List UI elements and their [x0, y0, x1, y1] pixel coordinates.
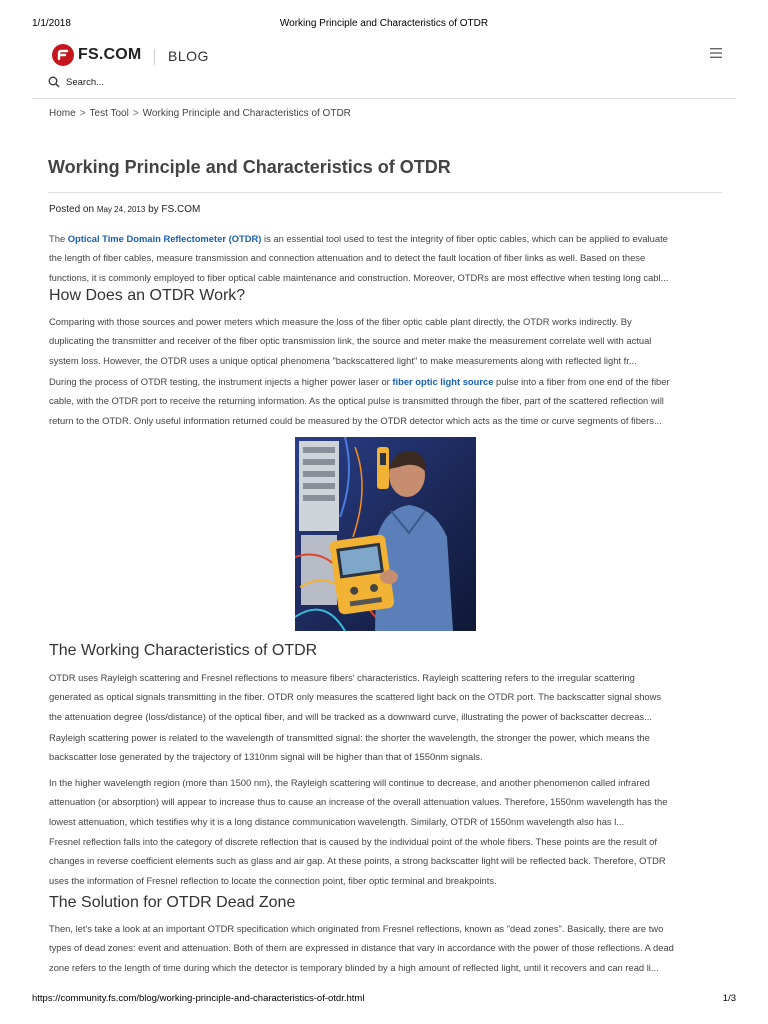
site-header — [52, 44, 728, 70]
paragraph-line: Rayleigh scattering power is related to the wavelength of transmitted signal: the shorter the wavelength, the stronger the power, which means the — [49, 732, 650, 743]
paragraph-how-1 — [49, 312, 721, 370]
posted-date: May 24, 2013 — [96, 205, 146, 214]
paragraph-line: system loss. However, the OTDR uses a unique optical phenomena "backscattered light" to make measurements along with reflected light fr... — [49, 354, 637, 366]
fiber-light-source-link[interactable]: fiber optic light source — [392, 376, 494, 387]
intro-text: The — [49, 233, 68, 244]
fs-logo-icon — [52, 44, 74, 66]
paragraph-characteristics-1 — [49, 668, 721, 726]
breadcrumb-home[interactable]: Home — [49, 108, 76, 119]
breadcrumb-separator: > — [79, 108, 86, 119]
paragraph-characteristics-3 — [49, 773, 721, 831]
intro-line: functions, it is commonly employed to fiber optical cable maintenance and construction. Moreover, OTDRs are most effective when testing long cabl... — [49, 271, 669, 283]
posted-prefix: Posted on — [49, 204, 95, 215]
paragraph-text: pulse into a fiber from one end of the fiber — [493, 376, 670, 387]
paragraph-line: types of dead zones: event and attenuation. Both of them are expressed in distance that vary in accordance with the power of those reflections. A dead — [49, 942, 674, 954]
paragraph-line: lowest attenuation, which testifies why it is a long distance communication wavelength. Similarly, OTDR of 1550nm wavelength also has l... — [49, 815, 625, 827]
page-title: Working Principle and Characteristics of OTDR — [48, 157, 451, 177]
paragraph-line: return to the OTDR. Only useful information returned could be measured by the OTDR detector which acts as the time or curve segments of fibers... — [49, 414, 662, 426]
print-title: Working Principle and Characteristics of OTDR — [279, 18, 489, 29]
breadcrumb-current: Working Principle and Characteristics of OTDR — [142, 108, 351, 119]
paragraph-line: In the higher wavelength region (more than 1500 nm), the Rayleigh scattering will continue to decrease, and another phenomenon called infrared — [49, 777, 650, 788]
logo-text: FS.COM — [78, 46, 142, 63]
paragraph-line: changes in reverse coefficient elements such as glass and air gap. At these points, a strong backscatter light will be reflected back. Therefore, OTDR — [49, 855, 666, 867]
paragraph-line: cable, with the OTDR port to receive the returning information. As the optical pulse is transmitted through the fiber, part of the scattered reflection will — [49, 395, 664, 407]
blog-section-link[interactable]: BLOG — [168, 48, 209, 64]
paragraph-dead-zone — [49, 919, 721, 977]
paragraph-line: backscatter lose generated by the trajectory of 1310nm signal will be higher than that of 1550nm signals. — [49, 751, 483, 763]
hamburger-menu-icon[interactable] — [710, 46, 722, 58]
paragraph-text: During the process of OTDR testing, the instrument injects a higher power laser or — [49, 376, 393, 387]
paragraph-line: zone refers to the length of time during which the detector is temporary blinded by a high amount of reflected light, until it recovers and can read li... — [49, 961, 659, 973]
header-divider — [32, 98, 736, 99]
paragraph-line: Comparing with those sources and power meters which measure the loss of the fiber optic cable plant directly, the OTDR works indirectly. By — [49, 316, 632, 327]
title-divider — [48, 192, 722, 193]
otdr-link[interactable]: Optical Time Domain Reflectometer (OTDR) — [67, 233, 262, 244]
search-placeholder: Search... — [66, 76, 105, 88]
breadcrumb-test-tool[interactable]: Test Tool — [89, 108, 129, 119]
logo-divider — [154, 49, 155, 65]
search-icon — [48, 76, 60, 88]
print-date: 1/1/2018 — [32, 18, 71, 29]
intro-text: is an essential tool used to test the integrity of fiber optic cables, which can be applied to evaluate — [261, 233, 668, 244]
posted-by: by FS.COM — [148, 204, 201, 215]
search-input[interactable] — [48, 76, 104, 88]
post-meta — [49, 204, 200, 215]
intro-line: the length of fiber cables, measure transmission and connection attenuation and to detect the fault location of fiber links as well. Based on these — [49, 252, 646, 264]
intro-paragraph — [49, 229, 721, 287]
print-url: https://community.fs.com/blog/working-principle-and-characteristics-of-otdr.html — [32, 993, 365, 1004]
section-heading-working-characteristics: The Working Characteristics of OTDR — [49, 642, 318, 659]
section-heading-dead-zone: The Solution for OTDR Dead Zone — [49, 894, 296, 911]
section-heading-how-otdr-works: How Does an OTDR Work? — [49, 287, 246, 304]
paragraph-line: the attenuation degree (loss/distance) of the optical fiber, and will be tracked as a downward curve, illustrating the power of backscatter decreas... — [49, 710, 652, 722]
paragraph-line: generated as optical signals transmitting in the fiber. OTDR only measures the scattered light back on the OTDR port. The backscatter signal shows — [49, 691, 662, 703]
paragraph-characteristics-4 — [49, 832, 721, 890]
fs-logo[interactable] — [52, 44, 141, 66]
print-page-number: 1/3 — [722, 993, 736, 1004]
breadcrumb-separator: > — [132, 108, 139, 119]
paragraph-line: OTDR uses Rayleigh scattering and Fresnel reflections to measure fibers' characteristics. Rayleigh scattering refers to the irregular scattering — [49, 672, 635, 683]
otdr-technician-photo — [295, 437, 476, 631]
paragraph-line: Then, let's take a look at an important OTDR specification which originated from Fresnel reflections, known as "dead zones". Basically, there are two — [49, 923, 664, 934]
paragraph-how-2 — [49, 372, 721, 430]
paragraph-line: uses the information of Fresnel reflection to locate the connection point, fiber optic terminal and breakpoints. — [49, 874, 497, 886]
paragraph-characteristics-2 — [49, 728, 721, 767]
paragraph-line: attenuation (or absorption) will appear to increase thus to cause an increase of the overall attenuation values. Therefore, 1550nm wavelength has the — [49, 796, 668, 808]
breadcrumb — [49, 108, 351, 119]
paragraph-line: Fresnel reflection falls into the category of discrete reflection that is caused by the individual point of the whole fibers. These points are the result of — [49, 836, 657, 847]
paragraph-line: duplicating the transmitter and receiver of the fiber optic transmission link, the source and meter make the measurement correlate well with actual — [49, 335, 652, 347]
